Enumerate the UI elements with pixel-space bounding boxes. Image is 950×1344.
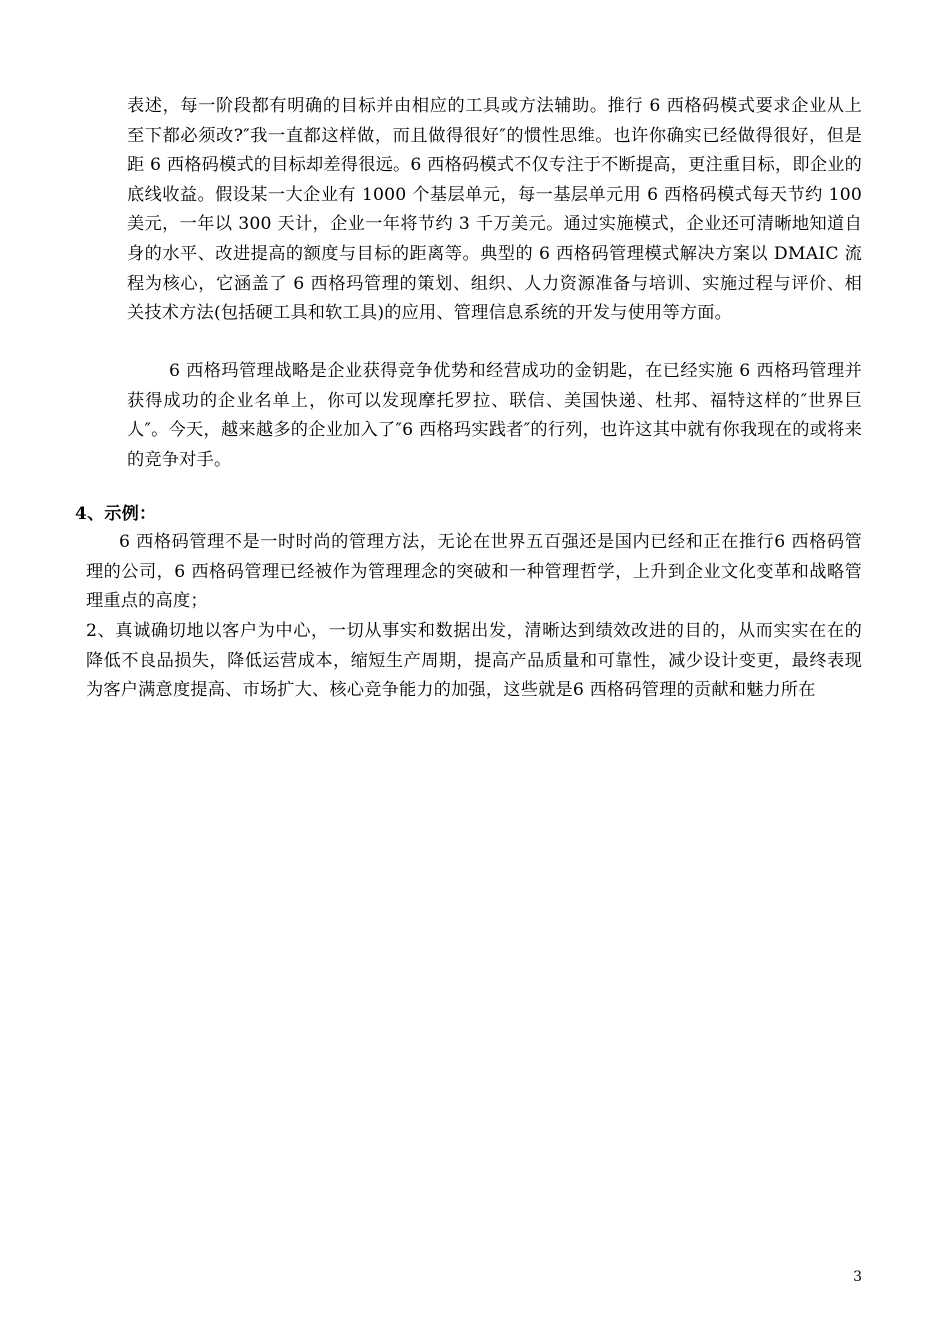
paragraph-six-sigma-strategy: 6 西格玛管理战略是企业获得竞争优势和经营成功的金钥匙，在已经实施 6 西格玛管理并获得成功的企业名单上，你可以发现摩托罗拉、联信、美国快递、杜邦、福特这样的″世界巨人″。今天，越来越多的企业加入了″6 西格玛实践者″的行列，也许这其中就有你我现在的或将来的竞争对手。 — [127, 361, 862, 470]
paragraph-six-sigma-model: 表述，每一阶段都有明确的目标并由相应的工具或方法辅助。推行 6 西格码模式要求企业从上至下都必须改?″我一直都这样做，而且做得很好″的惯性思维。也许你确实已经做得很好，但是距 6 西格码模式的目标却差得很远。6 西格码模式不仅专注于不断提高，更注重目标，即企业的底线收益。假设某一大企业有 1000 个基层单元，每一基层单元用 6 西格码模式每天节约 100 美元，一年以 300 天计，企业一年将节约 3 千万美元。通过实施模式，企业还可清晰地知道自身的水平、改进提高的额度与目标的距离等。典型的 6 西格码管理模式解决方案以 DMAIC 流程为核心，它涵盖了 6 西格玛管理的策划、组织、人力资源准备与培训、实施过程与评价、相关技术方法(包括硬工具和软工具)的应用、管理信息系统的开发与使用等方面。 — [127, 96, 862, 324]
page-number: 3 — [853, 1269, 862, 1285]
paragraph-example-1: 6 西格码管理不是一时时尚的管理方法，无论在世界五百强还是国内已经和正在推行6 西格码管理的公司，6 西格码管理已经被作为管理理念的突破和一种管理哲学，上升到企业文化变革和战略管理重点的高度； — [86, 532, 862, 612]
section-heading-examples: 4、示例： — [75, 504, 157, 524]
paragraph-example-2: 2、真诚确切地以客户为中心，一切从事实和数据出发，清晰达到绩效改进的目的，从而实实在在的降低不良品损失，降低运营成本，缩短生产周期，提高产品质量和可靠性，减少设计变更，最终表现为客户满意度提高、市场扩大、核心竞争能力的加强，这些就是6 西格码管理的贡献和魅力所在 — [86, 621, 862, 701]
